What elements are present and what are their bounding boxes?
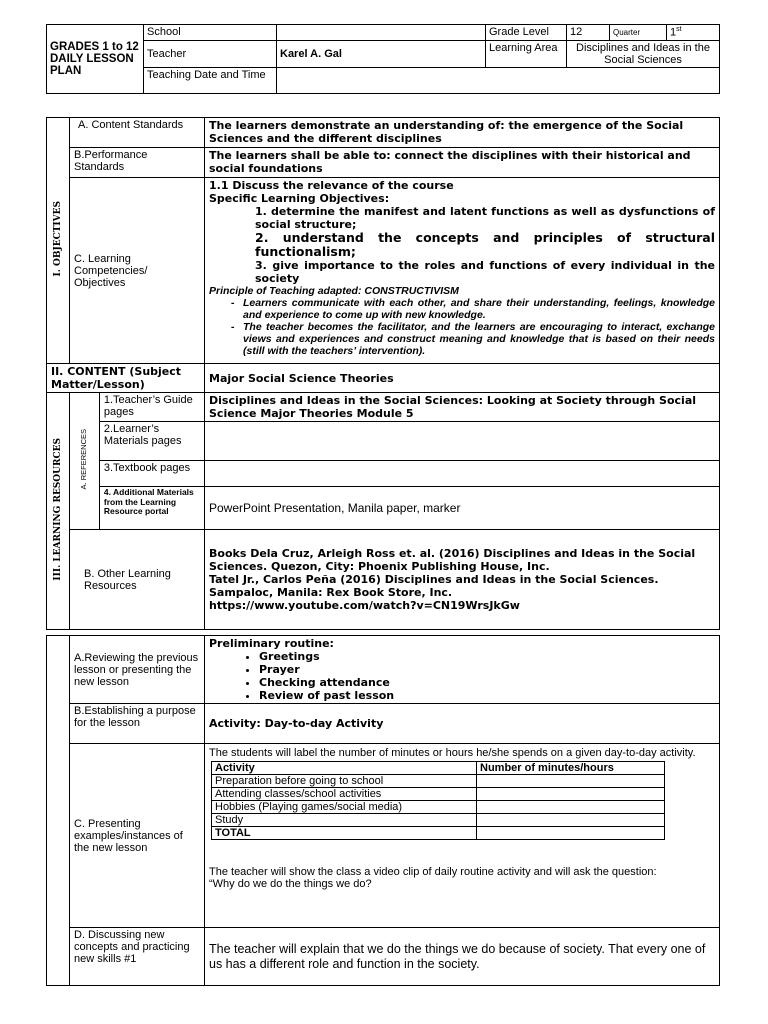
specific-item: 2. understand the concepts and principles of structural functionalism; [255, 230, 715, 259]
teachers-guide-value: Disciplines and Ideas in the Social Sciences: Looking at Society through Social Science Major Theories Module 5 [205, 393, 720, 422]
content-label: II. CONTENT (Subject Matter/Lesson) [47, 364, 205, 393]
performance-standards-label: B.Performance Standards [70, 148, 205, 178]
presenting-label: C. Presenting examples/instances of the new lesson [70, 744, 205, 928]
activity-row: Hobbies (Playing games/social media) [212, 801, 477, 814]
discussing-value: The teacher will explain that we do the things we do because of society. That every one of us has a different role and function in the society. [205, 928, 720, 986]
learning-area-label: Learning Area [486, 40, 567, 67]
teacher-value[interactable]: Karel A. Gal [277, 40, 486, 67]
minutes-cell[interactable] [477, 801, 665, 814]
minutes-cell[interactable] [477, 814, 665, 827]
specific-item: 1. determine the manifest and latent functions as well as dysfunctions of social structure; [255, 205, 715, 231]
principle-heading: Principle of Teaching adapted: CONSTRUCTIVISM [209, 285, 459, 297]
preliminary-item: • Checking attendance [259, 676, 715, 689]
preliminary-item: • Review of past lesson [259, 689, 715, 702]
reviewing-label: A.Reviewing the previous lesson or presenting the new lesson [70, 636, 205, 704]
minutes-header: Number of minutes/hours [477, 762, 665, 775]
competency-main: 1.1 Discuss the relevance of the course [209, 179, 454, 192]
teachers-guide-label: 1.Teacher’s Guide pages [99, 393, 204, 422]
content-value: Major Social Science Theories [205, 364, 720, 393]
activity-row: Study [212, 814, 477, 827]
preliminary-item: • Greetings [259, 650, 715, 663]
school-value[interactable] [277, 25, 486, 41]
presenting-intro: The students will label the number of minutes or hours he/she spends on a given day-to-day activity. [209, 747, 696, 759]
additional-materials-label: 4. Additional Materials from the Learning Resource portal [99, 487, 204, 530]
total-row: TOTAL [212, 827, 477, 840]
textbook-value [205, 461, 720, 487]
discussing-label: D. Discussing new concepts and practicing new skills #1 [70, 928, 205, 986]
purpose-value: Activity: Day-to-day Activity [205, 704, 720, 744]
content-standards-label: A. Content Standards [70, 118, 205, 148]
other-resources-value [205, 530, 720, 630]
learners-materials-label: 2.Learner’s Materials pages [99, 422, 204, 461]
teaching-date-label: Teaching Date and Time [144, 67, 277, 93]
competencies-value [205, 178, 720, 364]
minutes-cell[interactable] [477, 788, 665, 801]
school-label: School [144, 25, 277, 41]
lesson-plan-table [46, 117, 720, 986]
other-resource: Tatel Jr., Carlos Peña (2016) Disciplines and Ideas in the Social Sciences. Sampaloc, Manila: Rex Book Store, Inc. [209, 573, 659, 599]
resources-section-label: III. LEARNING RESOURCES [47, 393, 70, 630]
teaching-date-value[interactable] [277, 67, 720, 93]
quarter-value[interactable]: 1st [667, 25, 720, 41]
lesson-plan-title: GRADES 1 to 12 DAILY LESSON PLAN [47, 25, 144, 94]
specific-item: 3. give importance to the roles and functions of every individual in the society [255, 259, 715, 285]
competencies-label: C. Learning Competencies/ Objectives [70, 178, 205, 364]
activity-row: Attending classes/school activities [212, 788, 477, 801]
principle-item: - Learners communicate with each other, and share their understanding, feelings, knowledge and experience to come up with new knowledge. [243, 297, 715, 321]
activity-row: Preparation before going to school [212, 775, 477, 788]
total-cell[interactable] [477, 827, 665, 840]
minutes-cell[interactable] [477, 775, 665, 788]
teacher-label: Teacher [144, 40, 277, 67]
procedures-section [47, 636, 70, 986]
references-label: A. REFERENCES [70, 393, 100, 530]
learning-area-value[interactable]: Disciplines and Ideas in the Social Sciences [567, 40, 720, 67]
reviewing-value [205, 636, 720, 704]
textbook-label: 3.Textbook pages [99, 461, 204, 487]
purpose-label: B.Establishing a purpose for the lesson [70, 704, 205, 744]
preliminary-heading: Preliminary routine: [209, 637, 334, 650]
quarter-label: Quarter [610, 25, 667, 41]
additional-materials-value: PowerPoint Presentation, Manila paper, marker [205, 487, 720, 530]
activity-table [211, 761, 665, 840]
youtube-link[interactable]: https://www.youtube.com/watch?v=CN19WrsJkGw [209, 599, 520, 612]
other-resources-label: B. Other Learning Resources [70, 530, 205, 630]
performance-standards-value: The learners shall be able to: connect the disciplines with their historical and social foundations [205, 148, 720, 178]
objectives-section-label: I. OBJECTIVES [47, 118, 70, 364]
other-resource: Books Dela Cruz, Arleigh Ross et. al. (2016) Disciplines and Ideas in the Social Sciences. Quezon, City: Phoenix Publishing House, Inc. [209, 547, 696, 573]
grade-level-value[interactable]: 12 [567, 25, 610, 41]
specific-heading: Specific Learning Objectives: [209, 192, 390, 205]
content-standards-value: The learners demonstrate an understanding of: the emergence of the Social Sciences and the different disciplines [205, 118, 720, 148]
presenting-question: “Why do we do the things we do? [209, 878, 372, 890]
header-table [46, 24, 720, 94]
preliminary-item: • Prayer [259, 663, 715, 676]
principle-item: - The teacher becomes the facilitator, and the learners are encouraging to interact, exchange views and experiences and construct meaning and knowledge that is based on their needs (still with the teachers’ intervention). [243, 321, 715, 357]
grade-level-label: Grade Level [486, 25, 567, 41]
presenting-after: The teacher will show the class a video clip of daily routine activity and will ask the question: [209, 866, 657, 878]
presenting-value [205, 744, 720, 928]
activity-header: Activity [212, 762, 477, 775]
learners-materials-value [205, 422, 720, 461]
